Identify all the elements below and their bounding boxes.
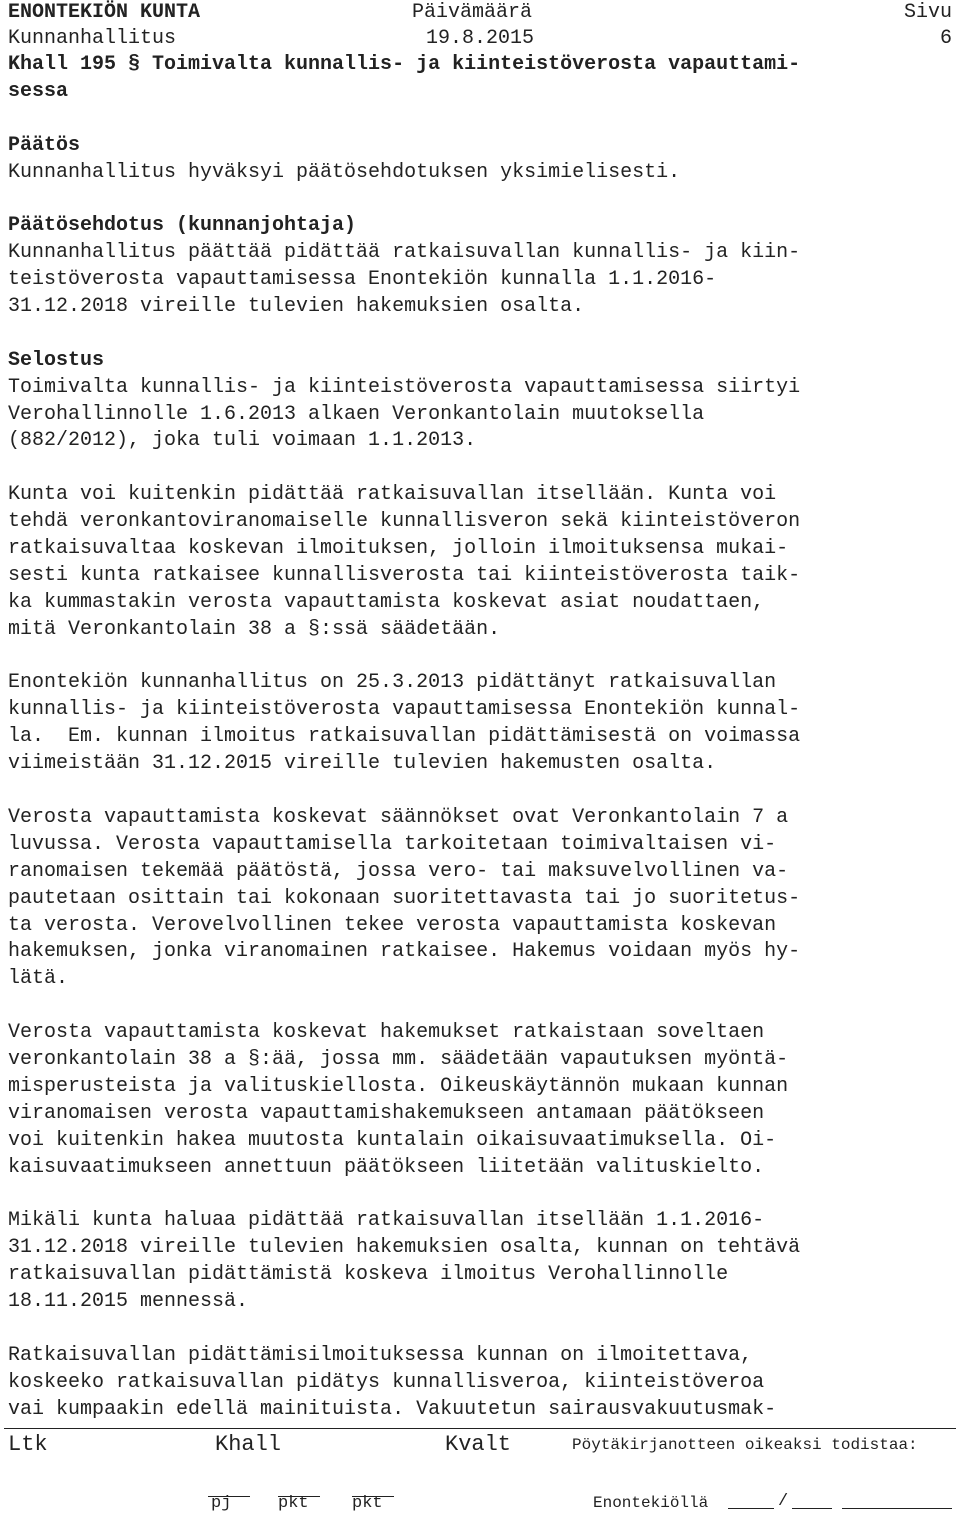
explanation-line: Verohallinnolle 1.6.2013 alkaen Veronkantolain muutoksella: [8, 402, 705, 426]
explanation-line: vai kumpaakin edellä mainituista. Vakuutetun sairausvakuutusmak-: [8, 1397, 777, 1421]
explanation-line: Toimivalta kunnallis- ja kiinteistöverosta vapauttamisessa siirtyi: [8, 375, 801, 399]
explanation-line: hakemuksen, jonka viranomainen ratkaisee. Hakemus voidaan myös hy-: [8, 940, 801, 964]
explanation-line: 31.12.2018 vireille tulevien hakemuksien osalta, kunnan on tehtävä: [8, 1236, 801, 1260]
explanation-line: viimeistään 31.12.2015 vireille tulevien hakemusten osalta.: [8, 752, 717, 776]
proposal-line: 31.12.2018 vireille tulevien hakemuksien osalta.: [8, 295, 585, 319]
proposal-line: teistöverosta vapauttamisessa Enontekiön kunnalla 1.1.2016-: [8, 268, 717, 292]
footer-pj: pj: [211, 1494, 232, 1513]
section-title-line: sessa: [8, 79, 69, 103]
explanation-heading: Selostus: [8, 348, 105, 372]
explanation-line: kaisuvaatimukseen annettuun päätökseen liitetään valituskielto.: [8, 1155, 765, 1179]
explanation-line: ranomaisen tekemää päätöstä, jossa vero- tai maksuvelvollinen va-: [8, 859, 789, 883]
proposal-heading: Päätösehdotus (kunnanjohtaja): [8, 214, 357, 238]
explanation-line: la. Em. kunnan ilmoitus ratkaisuvallan pidättämisestä on voimassa: [8, 725, 801, 749]
explanation-line: viranomaisen verosta vapauttamishakemukseen antamaan päätökseen: [8, 1101, 765, 1125]
header-row-1: [8, 0, 952, 26]
date-year-blank: [842, 1494, 952, 1509]
explanation-line: Verosta vapauttamista koskevat hakemukset ratkaistaan soveltaen: [8, 1021, 765, 1045]
footer-ltk: Ltk: [8, 1432, 48, 1457]
explanation-line: ka kummastakin verosta vapauttamista koskevat asiat noudattaen,: [8, 590, 765, 614]
explanation-line: koskeeko ratkaisuvallan pidätys kunnallisveroa, kiinteistöveroa: [8, 1370, 765, 1394]
explanation-line: misperusteista ja valituskiellosta. Oikeuskäytännön mukaan kunnan: [8, 1074, 789, 1098]
header-row-2: [8, 26, 952, 52]
body-name: Kunnanhallitus: [8, 27, 177, 50]
decision-heading: Päätös: [8, 133, 81, 157]
footer-kvalt: Kvalt: [445, 1432, 512, 1457]
explanation-line: ta verosta. Verovelvollinen tekee verosta vapauttamista koskevan: [8, 913, 777, 937]
explanation-line: voi kuitenkin hakea muutosta kuntalain oikaisuvaatimuksella. Oi-: [8, 1128, 777, 1152]
footer-certify-label: Pöytäkirjanotteen oikeaksi todistaa:: [572, 1436, 918, 1454]
organization-name: ENONTEKIÖN KUNTA: [8, 1, 201, 24]
proposal-line: Kunnanhallitus päättää pidättää ratkaisuvallan kunnallis- ja kiin-: [8, 241, 801, 265]
explanation-line: ratkaisuvallan pidättämistä koskeva ilmoitus Verohallinnolle: [8, 1263, 729, 1287]
explanation-body: [8, 375, 952, 1424]
date-label: Päivämäärä: [412, 1, 533, 24]
explanation-line: Kunta voi kuitenkin pidättää ratkaisuvallan itsellään. Kunta voi: [8, 483, 777, 507]
explanation-line: ratkaisuvaltaa koskevan ilmoituksen, jolloin ilmoituksensa mukai-: [8, 537, 789, 561]
explanation-line: sesti kunta ratkaisee kunnallisverosta tai kiinteistöverosta taik-: [8, 563, 801, 587]
document-content: [8, 52, 952, 1423]
footer-row-1: [8, 1432, 952, 1462]
explanation-line: veronkantolain 38 a §:ää, jossa mm. säädetään vapautuksen myöntä-: [8, 1047, 789, 1071]
explanation-line: kunnallis- ja kiinteistöverosta vapauttamisessa Enontekiön kunnal-: [8, 698, 801, 722]
footer-date-slash: /: [778, 1492, 789, 1511]
page-label: Sivu: [903, 1, 952, 24]
section-title-line: Khall 195 § Toimivalta kunnallis- ja kiinteistöverosta vapauttami-: [8, 53, 801, 76]
explanation-line: Verosta vapauttamista koskevat säännökset ovat Veronkantolain 7 a: [8, 805, 789, 829]
footer-pkt: pkt: [278, 1494, 309, 1513]
footer-row-2: [8, 1480, 952, 1516]
footer-place: Enontekiöllä: [593, 1494, 709, 1512]
date-month-blank: [792, 1494, 832, 1509]
decision-text: Kunnanhallitus hyväksyi päätösehdotuksen yksimielisesti.: [8, 160, 681, 184]
explanation-line: Ratkaisuvallan pidättämisilmoituksessa kunnan on ilmoitettava,: [8, 1343, 753, 1367]
explanation-line: pautetaan osittain tai kokonaan suoritettavasta tai jo suoritetus-: [8, 886, 801, 910]
footer-pkt: pkt: [352, 1494, 383, 1513]
footer-divider: [4, 1428, 956, 1429]
explanation-line: (882/2012), joka tuli voimaan 1.1.2013.: [8, 429, 477, 453]
document-header: [8, 0, 952, 52]
explanation-line: mitä Veronkantolain 38 a §:ssä säädetään.: [8, 617, 501, 641]
explanation-line: 18.11.2015 mennessä.: [8, 1289, 249, 1313]
explanation-line: Mikäli kunta haluaa pidättää ratkaisuvallan itsellään 1.1.2016-: [8, 1209, 765, 1233]
explanation-line: Enontekiön kunnanhallitus on 25.3.2013 pidättänyt ratkaisuvallan: [8, 671, 777, 695]
footer-khall: Khall: [215, 1432, 282, 1457]
explanation-line: luvussa. Verosta vapauttamisella tarkoitetaan toimivaltaisen vi-: [8, 832, 777, 856]
explanation-line: lätä.: [8, 967, 69, 991]
date-day-blank: [728, 1494, 774, 1509]
page-number: 6: [939, 27, 952, 50]
explanation-line: tehdä veronkantoviranomaiselle kunnallisveron sekä kiinteistöveron: [8, 510, 801, 534]
meeting-date: 19.8.2015: [426, 27, 535, 50]
